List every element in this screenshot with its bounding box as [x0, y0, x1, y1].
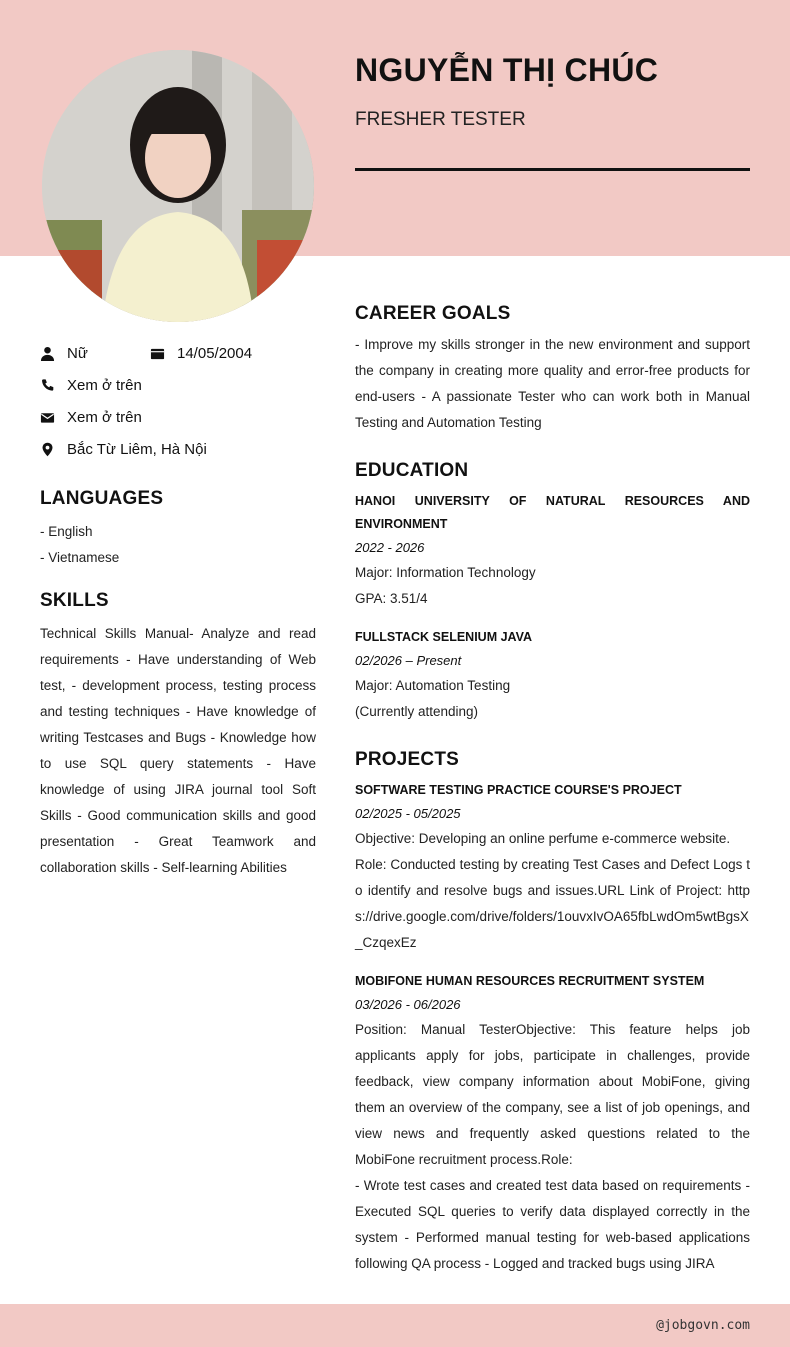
location-pin-icon: [40, 442, 55, 457]
education-school: FULLSTACK SELENIUM JAVA: [355, 630, 533, 644]
project-name: SOFTWARE TESTING PRACTICE COURSE'S PROJECT: [355, 783, 682, 797]
education-gpa: GPA: 3.51/4: [355, 591, 428, 606]
profile-photo: [42, 50, 314, 322]
project-date: 02/2025 - 05/2025: [355, 806, 461, 821]
career-goals-text: - Improve my skills stronger in the new environment and support the company in creating more quality and error-free products for end-users - A passionate Tester who can work both in Manual Testing and Automation Testing: [355, 337, 750, 430]
gender-value: Nữ: [67, 344, 88, 362]
education-date: 2022 - 2026: [355, 540, 425, 555]
candidate-title: FRESHER TESTER: [355, 109, 526, 130]
education-major: Major: Automation Testing: [355, 678, 511, 693]
phone-value: Xem ở trên: [67, 376, 142, 394]
email-value: Xem ở trên: [67, 408, 142, 426]
email-icon: [40, 410, 55, 425]
address-value: Bắc Từ Liêm, Hà Nội: [67, 440, 207, 458]
education-status: (Currently attending): [355, 704, 479, 719]
calendar-icon: [150, 346, 165, 361]
candidate-name: NGUYỄN THỊ CHÚC: [355, 52, 659, 88]
career-goals-heading: CAREER GOALS: [355, 303, 511, 324]
skills-text: Technical Skills Manual- Analyze and read requirements - Have understanding of Web test, - development process, testing process and testing techniques - Have knowledge of writing Testcases and Bugs - Knowledge how to use SQL query statements - Have knowledge of using JIRA journal tool Soft Skills - Good communication skills and good presentation - Great Teamwork and collaboration skills - Self-learning Abilities: [40, 626, 316, 875]
language-item: - English: [40, 524, 93, 539]
skills-heading: SKILLS: [40, 590, 109, 611]
project-role-details: - Wrote test cases and created test data based on requirements - Executed SQL queries to verify data displayed correctly in the system - Performed manual testing for web-based applications following QA process - Logged and tracked bugs using JIRA: [355, 1178, 750, 1271]
email-row: [40, 407, 142, 427]
education-heading: EDUCATION: [355, 460, 469, 481]
project-name: MOBIFONE HUMAN RESOURCES RECRUITMENT SYSTEM: [355, 974, 705, 988]
education-date: 02/2026 – Present: [355, 653, 462, 668]
education-school: HANOI UNIVERSITY OF NATURAL RESOURCES AND ENVIRONMENT: [355, 494, 750, 531]
project-objective: Objective: Developing an online perfume e-commerce website.: [355, 831, 731, 846]
project-description: Position: Manual TesterObjective: This feature helps job applicants apply for jobs, participate in challenges, provide feedback, view company information about MobiFone, giving them an overview of the company, see a list of job openings, and view news and frequently asked questions related to the MobiFone recruitment process.Role:: [355, 1022, 750, 1167]
birthday-value: 14/05/2004: [177, 344, 253, 362]
education-major: Major: Information Technology: [355, 565, 536, 580]
person-icon: [40, 346, 55, 361]
phone-row: [40, 375, 142, 395]
footer-watermark: @jobgovn.com: [656, 1318, 750, 1333]
gender-row: [40, 343, 88, 363]
languages-heading: LANGUAGES: [40, 488, 164, 509]
projects-heading: PROJECTS: [355, 749, 460, 770]
title-divider: [355, 168, 750, 171]
language-item: - Vietnamese: [40, 550, 120, 565]
address-row: [40, 439, 207, 459]
birthday-row: [150, 343, 252, 363]
project-description: Role: Conducted testing by creating Test Cases and Defect Logs to identify and resolve bugs and issues.URL Link of Project: https://drive.google.com/drive/folders/1ouvxIvOA65fbLwdOm5wtBgsX_CzqexEz: [355, 857, 750, 950]
phone-icon: [40, 378, 55, 393]
project-date: 03/2026 - 06/2026: [355, 997, 461, 1012]
